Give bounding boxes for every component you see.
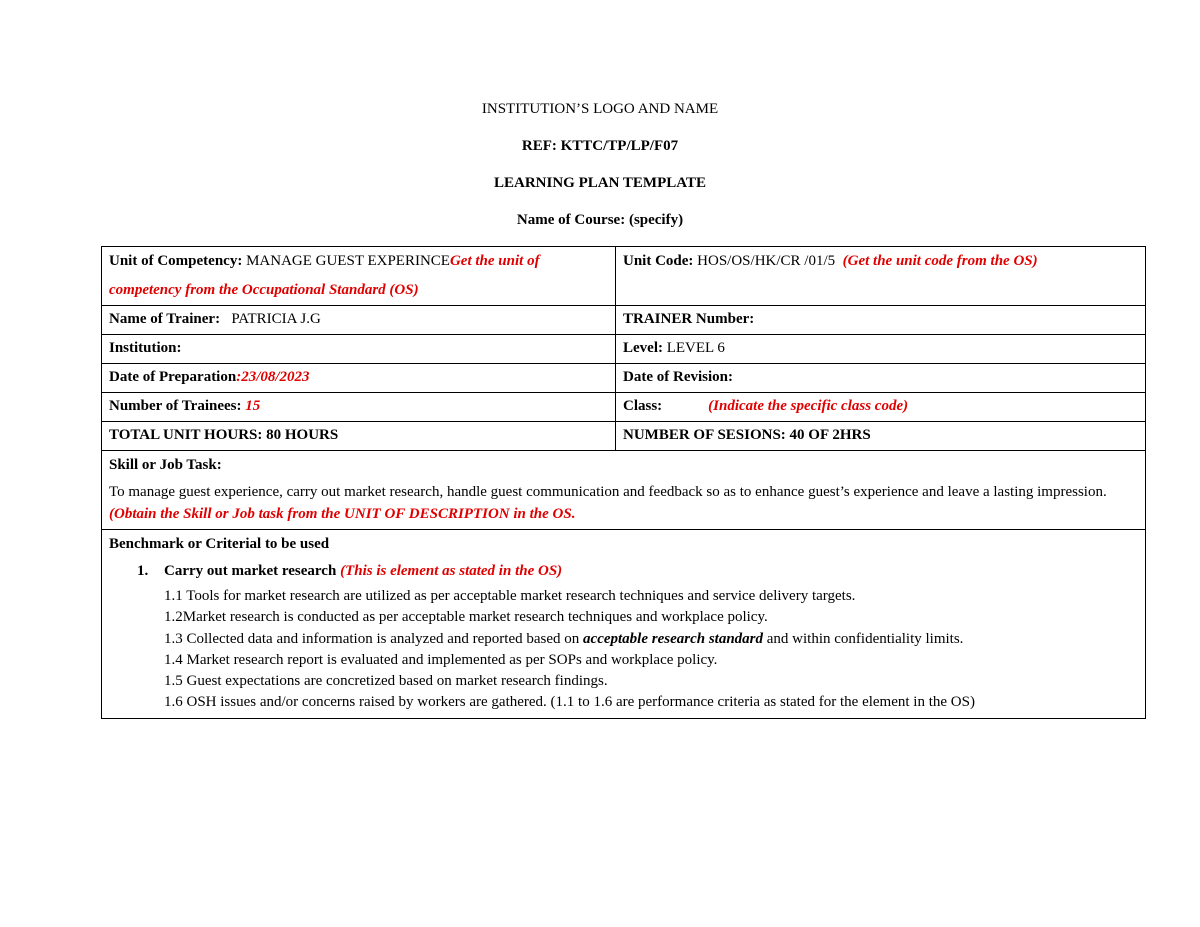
skill-label: Skill or Job Task: [109,457,222,473]
table-row [102,530,1146,719]
class-cell [616,393,1146,422]
list-item: 1.6 OSH issues and/or concerns raised by workers are gathered. (1.1 to 1.6 are performance criteria as stated for the element in the OS) [164,694,975,711]
unit-code-note: (Get the unit code from the OS) [842,253,1038,269]
level-label: Level: [623,340,667,356]
trainees-label: Number of Trainees: [109,398,246,414]
date-preparation-value: :23/08/2023 [236,369,310,385]
institution-cell [102,335,616,364]
element-number: 1. [137,563,149,579]
benchmark-cell [102,530,1146,719]
list-item: 1.2Market research is conducted as per acceptable market research techniques and workplace policy. [164,609,768,626]
level-value: LEVEL 6 [666,340,725,356]
list-item [164,629,1138,650]
institution-label: Institution: [109,340,182,356]
table-row [102,335,1146,364]
table-row [102,393,1146,422]
date-revision-cell [616,364,1146,393]
trainees-cell [102,393,616,422]
criteria-text: 1.3 Collected data and information is analyzed and reported based on [164,630,584,647]
unit-code-cell [616,247,1146,306]
trainer-name-cell [102,306,616,335]
trainees-value: 15 [245,398,261,414]
criteria-list [109,586,1138,714]
sessions-cell [616,422,1146,451]
criteria-emphasis: acceptable research standard [583,630,764,647]
trainer-number-cell [616,306,1146,335]
criteria-text: and within confidentiality limits. [763,630,964,647]
date-revision-label: Date of Revision: [623,369,733,385]
date-preparation-cell [102,364,616,393]
date-preparation-label: Date of Preparation [109,369,237,385]
unit-competency-cell [102,247,616,306]
skill-note: (Obtain the Skill or Job task from the UNIT OF DESCRIPTION in the OS. [109,506,576,522]
institution-heading: INSTITUTION’S LOGO AND NAME [481,101,719,117]
unit-code-value: HOS/OS/HK/CR /01/5 [697,253,836,269]
level-cell [616,335,1146,364]
benchmark-label: Benchmark or Criterial to be used [109,536,330,552]
table-row [102,364,1146,393]
list-item: 1.5 Guest expectations are concretized based on market research findings. [164,673,608,690]
class-label: Class: [623,398,663,414]
element-note: (This is element as stated in the OS) [340,563,563,579]
table-row [102,451,1146,530]
learning-plan-table [101,246,1146,719]
skill-cell [102,451,1146,530]
table-row [102,247,1146,306]
unit-competency-value: MANAGE GUEST EXPERINCE [246,253,450,269]
course-name: Name of Course: (specify) [516,212,684,228]
reference-code: REF: KTTC/TP/LP/F07 [521,138,679,154]
element-heading [109,556,1138,586]
class-note: (Indicate the specific class code) [708,398,909,414]
template-title: LEARNING PLAN TEMPLATE [494,175,706,191]
total-hours-cell [102,422,616,451]
unit-competency-label: Unit of Competency: [109,253,247,269]
element-title: Carry out market research [164,563,341,579]
trainer-number-label: TRAINER Number: [623,311,755,327]
unit-competency-note: Get the unit of competency from the Occupational Standard (OS) [109,253,540,298]
skill-description: To manage guest experience, carry out market research, handle guest communication and feedback so as to enhance guest’s experience and leave a lasting impression. [109,484,1107,500]
unit-code-label: Unit Code: [623,253,698,269]
trainer-name-value: PATRICIA J.G [231,311,321,327]
list-item: 1.4 Market research report is evaluated and implemented as per SOPs and workplace policy. [164,651,718,668]
trainer-name-label: Name of Trainer: [109,311,221,327]
sessions-count: NUMBER OF SESIONS: 40 OF 2HRS [623,427,871,443]
list-item: 1.1 Tools for market research are utilized as per acceptable market research techniques and service delivery targets. [164,588,856,604]
total-hours: TOTAL UNIT HOURS: 80 HOURS [109,427,339,443]
table-row [102,422,1146,451]
table-row [102,306,1146,335]
